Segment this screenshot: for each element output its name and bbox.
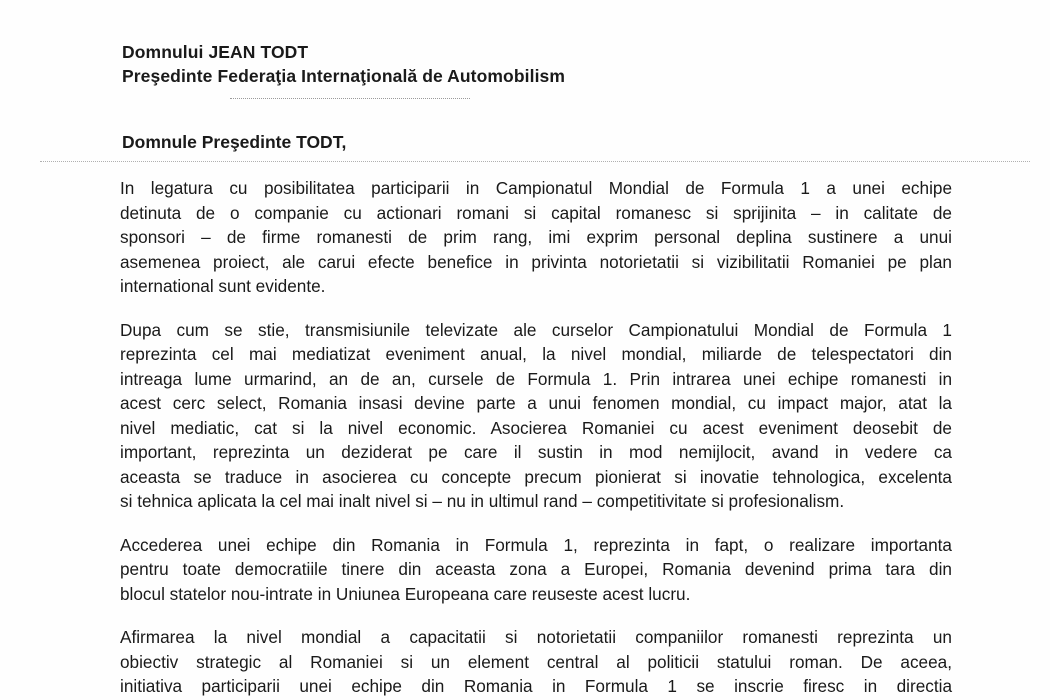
- recipient-title: Preşedinte Federaţia Internaţională de Automobilism: [122, 66, 566, 86]
- paragraph-line: In legatura cu posibilitatea participarii in Campionatul Mondial de Formula 1 a unei echipe: [120, 178, 952, 198]
- paragraph-line: asemenea proiect, ale carui efecte benefice in privinta notorietatii si vizibilitatii Romaniei pe plan: [120, 251, 952, 272]
- paragraph-line: intreaga lume urmarind, an de an, cursele de Formula 1. Prin intrarea unei echipe romanesti in: [120, 368, 952, 389]
- paragraph-line: reprezinta cel mai mediatizat eveniment anual, la nivel mondial, miliarde de telespectatori din: [120, 344, 952, 364]
- paragraph-line: obiectiv strategic al Romaniei si un element central al politicii statului roman. De aceea,: [120, 651, 952, 672]
- paragraph-line: Dupa cum se stie, transmisiunile televizate ale curselor Campionatului Mondial de Formula 1: [120, 319, 952, 340]
- paragraph: [120, 318, 952, 514]
- paragraph-line: detinuta de o companie cu actionari romani si capital romanesc si sprijinita – in calitate de: [120, 202, 952, 223]
- paragraph-line: Afirmarea la nivel mondial a capacitatii si notorietatii companiilor romanesti reprezinta un: [120, 627, 952, 647]
- paragraph-line: international sunt evidente.: [120, 276, 326, 296]
- scan-artifact-line: [230, 98, 470, 99]
- letter-body: [120, 176, 952, 700]
- paragraph-line: initiativa participarii unei echipe din Romania in Formula 1 se inscrie firesc in directia: [120, 676, 952, 696]
- paragraph: [120, 176, 952, 299]
- salutation: Domnule Preşedinte TODT,: [122, 132, 347, 152]
- recipient-name: Domnului JEAN TODT: [122, 42, 309, 62]
- paragraph-line: aceasta se traduce in asocierea cu concepte precum pionierat si inovatie tehnologica, excelenta: [120, 466, 952, 487]
- paragraph-line: nivel mediatic, cat si la nivel economic. Asocierea Romaniei cu acest eveniment deosebit de: [120, 417, 952, 438]
- paragraph-line: si tehnica aplicata la cel mai inalt nivel si – nu in ultimul rand – competitivitate si profesionalism.: [120, 491, 845, 511]
- recipient-address: [122, 40, 565, 88]
- paragraph-line: important, reprezinta un deziderat pe care il sustin in mod nemijlocit, avand in vedere ca: [120, 442, 952, 462]
- paragraph: [120, 533, 952, 607]
- paragraph-line: blocul statelor nou-intrate in Uniunea Europeana care reuseste acest lucru.: [120, 583, 691, 604]
- paragraph-line: acest cerc select, Romania insasi devine parte a unui fenomen mondial, cu impact major, atat la: [120, 393, 952, 413]
- paragraph-line: pentru toate democratiile tinere din aceasta zona a Europei, Romania devenind prima tara din: [120, 559, 952, 579]
- scan-artifact-line: [40, 161, 1030, 162]
- paragraph-line: Accederea unei echipe din Romania in Formula 1, reprezinta in fapt, o realizare importanta: [120, 534, 952, 555]
- paragraph-line: sponsori – de firme romanesti de prim rang, imi exprim personal deplina sustinere a unui: [120, 227, 952, 247]
- paragraph: [120, 625, 952, 699]
